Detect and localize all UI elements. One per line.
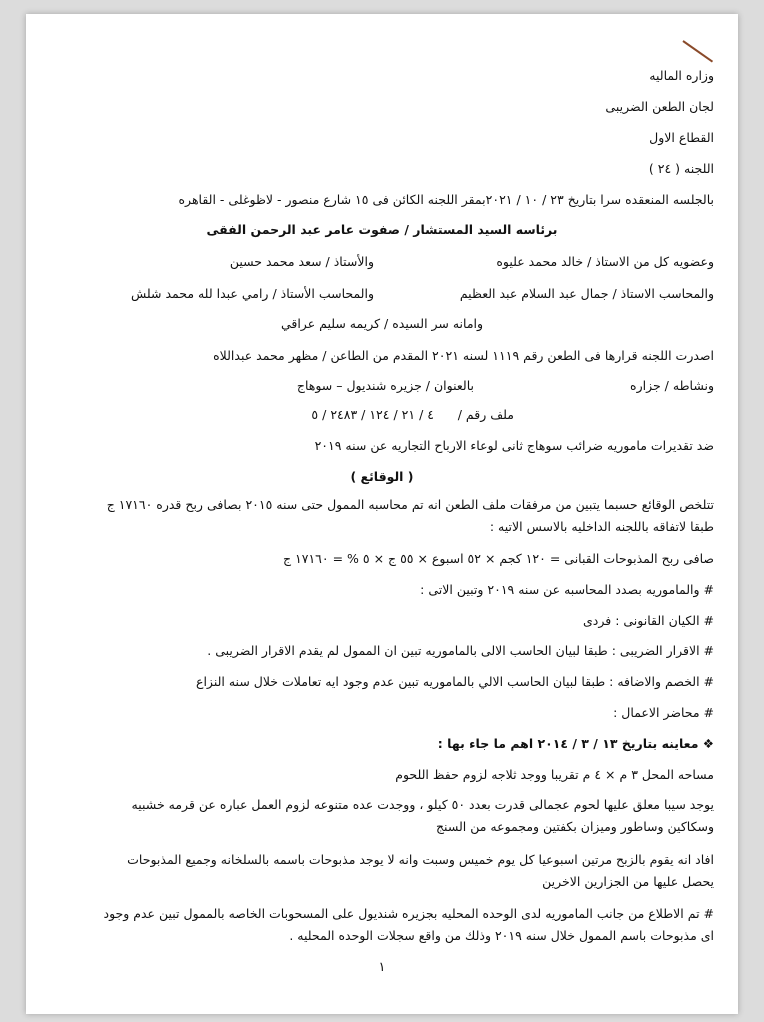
against-line: ضد تقديرات ماموريه ضرائب سوهاج ثانى لوعاء الارباح التجاريه عن سنه ٢٠١٩ bbox=[314, 438, 714, 453]
file-number: ٤ / ٢١ / ١٢٤ / ٢٤٨٣ / ٥ bbox=[311, 407, 434, 422]
committees-name: لجان الطعن الضريبى bbox=[605, 99, 714, 114]
sector-name: القطاع الاول bbox=[649, 130, 714, 145]
file-label: ملف رقم / bbox=[457, 407, 514, 422]
local-unit-paragraph: # تم الاطلاع من جانب الماموريه لدى الوحده المحليه بجزيره شنديول على المسحوبات الخاصه بالممول تبين عدم وجود اى مذبوحات باسم الممول خلال سنه ٢٠١٩ وذلك من واقع سجلات الوحده المحليه . bbox=[103, 906, 714, 943]
ministry-name: وزاره الماليه bbox=[649, 68, 714, 83]
members-label: وعضويه كل من الاستاذ / خالد محمد عليوه bbox=[496, 254, 714, 269]
committee-number: اللجنه ( ٢٤ ) bbox=[648, 161, 714, 176]
decision-line: اصدرت اللجنه قرارها فى الطعن رقم ١١١٩ لسنه ٢٠٢١ المقدم من الطاعن / مظهر محمد عبداللاه bbox=[213, 348, 714, 363]
net-profit-line: صافى ربح المذبوحات القبانى = ١٢٠ كجم × ٥٢ اسبوع × ٥٥ ج × ٥ % = ١٧١٦٠ ج bbox=[282, 551, 714, 566]
secretary-line: وامانه سر السيده / كريمه سليم عراقي bbox=[280, 316, 484, 331]
activity-address: بالعنوان / جزيره شنديول – سوهاج bbox=[296, 378, 474, 393]
facts-title: ( الوقائع ) bbox=[350, 469, 414, 484]
accountants-label: والمحاسب الاستاذ / جمال عبد السلام عبد العظيم bbox=[459, 286, 714, 301]
presidency-line: برئاسه السيد المستشار / صفوت عامر عبد الرحمن الفقى bbox=[206, 222, 558, 237]
office-review-line: # والماموريه بصدد المحاسبه عن سنه ٢٠١٩ وتبين الاتى : bbox=[420, 582, 714, 597]
legal-entity-line: # الكيان القانونى : فردى bbox=[583, 613, 714, 628]
inspection-title: ❖ معاينه بتاريخ ١٣ / ٣ / ٢٠١٤ اهم ما جاء بها : bbox=[437, 736, 714, 751]
members-second: والأستاذ / سعد محمد حسين bbox=[229, 254, 374, 269]
page-number: ١ bbox=[378, 960, 386, 975]
work-records-line: # محاضر الاعمال : bbox=[613, 705, 714, 720]
slaughter-paragraph: افاد انه يقوم بالزبح مرتين اسبوعيا كل يوم خميس وسبت وانه لا يوجد مذبوحات باسمه بالسلخانه وجميع المذبوحات يحصل عليها من الجزارين الاخرين bbox=[127, 852, 714, 889]
session-line: بالجلسه المنعقده سرا بتاريخ ٢٣ / ١٠ / ٢٠٢١بمقر اللجنه الكائن فى ١٥ شارع منصور - لاظوغلى - القاهره bbox=[178, 192, 714, 207]
deduction-line: # الخصم والاضافه : طبقا لبيان الحاسب الالي بالماموريه تبين عدم وجود ايه تعاملات خلال سنه النزاع bbox=[195, 674, 714, 689]
facts-paragraph: تتلخص الوقائع حسبما يتبين من مرفقات ملف الطعن انه تم محاسبه الممول حتى سنه ٢٠١٥ بصافى ربح قدره ١٧١٦٠ ج طبقا لاتفاقه باللجنه الداخليه بالاسس الاتيه : bbox=[106, 497, 714, 534]
tax-return-line: # الاقرار الضريبى : طبقا لبيان الحاسب الالى بالماموريه تبين ان الممول لم يقدم الاقرار الضريبى . bbox=[207, 643, 714, 658]
area-line: مساحه المحل ٣ م × ٤ م تقريبا ووجد ثلاجه لزوم حفظ اللحوم bbox=[395, 767, 714, 782]
accountants-second: والمحاسب الأستاذ / رامي عبدا لله محمد شلش bbox=[130, 286, 374, 301]
activity-label: ونشاطه / جزاره bbox=[630, 378, 714, 393]
inspection-paragraph: يوجد سيبا معلق عليها لحوم عجمالى قدرت بعدد ٥٠ كيلو ، ووجدت عده متنوعه لزوم العمل عباره عن قرمه خشبيه وسكاكين وساطور وميزان بكفتين ومجموعه من السنج bbox=[131, 797, 714, 834]
